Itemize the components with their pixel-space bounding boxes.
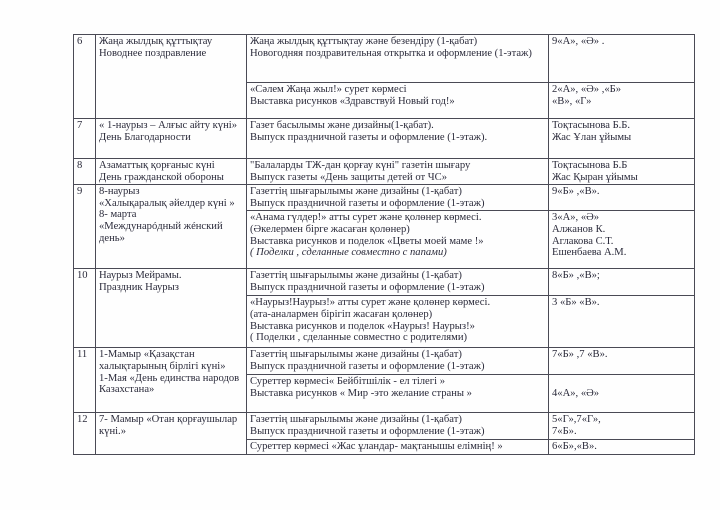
event-cell: Наурыз Мейрамы. Праздник Наурыз	[96, 269, 247, 348]
event-cell: Жаңа жылдық құттықтау Новоднее поздравление	[96, 35, 247, 119]
activity-cell: Газеттің шығарылымы және дизайны (1-қабат) Выпуск праздничной газеты и оформление (1-этаж)	[247, 185, 549, 211]
activity-italic-note: ( Поделки , сделанные совместно с папами)	[250, 247, 447, 259]
row-number: 6	[74, 35, 96, 119]
responsible-cell: 6«Б»,«В».	[549, 439, 695, 454]
table-row	[74, 348, 695, 375]
activity-cell: Газеттің шығарылымы және дизайны (1-қабат) Выпуск праздничной газеты и оформление (1-этаж)	[247, 413, 549, 439]
responsible-cell: 4«А», «Ә»	[549, 375, 695, 413]
responsible-cell: 2«А», «Ә» ,«Б» «В», «Г»	[549, 83, 695, 119]
row-number: 11	[74, 348, 96, 413]
activity-cell: Газет басылымы және дизайны(1-қабат). Выпуск праздничной газеты и оформление (1-этаж).	[247, 119, 549, 159]
event-cell: 8-наурыз «Халықаралық әйелдер күні » 8- марта «Междунарóдный жéнский день»	[96, 185, 247, 269]
table-row	[74, 35, 695, 83]
event-cell: 7- Мамыр «Отан қорғаушылар күні.»	[96, 413, 247, 454]
activity-cell	[247, 211, 549, 269]
responsible-cell: 9«Б» ,«В».	[549, 185, 695, 211]
activity-cell: Суреттер көрмесі «Жас ұландар- мақтанышы елімнің! »	[247, 439, 549, 454]
responsible-cell: 8«Б» ,«В»;	[549, 269, 695, 296]
responsible-cell: 7«Б» ,7 «В».	[549, 348, 695, 375]
row-number: 10	[74, 269, 96, 348]
responsible-cell: Тоқтасынова Б.Б Жас Қыран ұйымы	[549, 159, 695, 185]
responsible-cell: 3«А», «Ә» Алжанов К. Аглакова С.Т. Ешенбаева А.М.	[549, 211, 695, 269]
activity-text: «Анама гүлдер!» атты сурет және қолөнер көрмесі. (Әкелермен бірге жасаған қолөнер) Выставка рисунков и поделок «Цветы моей маме !»	[250, 212, 484, 247]
responsible-cell: Тоқтасынова Б.Б. Жас Ұлан ұйымы	[549, 119, 695, 159]
activity-cell: «Сәлем Жаңа жыл!» сурет көрмесі Выставка рисунков «Здравствуй Новый год!»	[247, 83, 549, 119]
responsible-cell: 3 «Б» «В».	[549, 296, 695, 348]
table-row	[74, 185, 695, 211]
responsible-cell: 9«А», «Ә» .	[549, 35, 695, 83]
activity-cell: Газеттің шығарылымы және дизайны (1-қабат) Выпуск праздничной газеты и оформление (1-этаж)	[247, 269, 549, 296]
row-number: 9	[74, 185, 96, 269]
event-cell: Азаматтық қорғаныс күні День гражданской обороны	[96, 159, 247, 185]
activity-cell: Жаңа жылдық құттықтау және безендіру (1-қабат) Новогодняя поздравительная открытка и оформление (1-этаж)	[247, 35, 549, 83]
table-row	[74, 413, 695, 439]
row-number: 8	[74, 159, 96, 185]
table-row	[74, 269, 695, 296]
table-row	[74, 119, 695, 159]
table-row	[74, 159, 695, 185]
responsible-cell: 5«Г»,7«Г», 7«Б».	[549, 413, 695, 439]
event-cell: 1-Мамыр «Қазақстан халықтарының бірлігі күні» 1-Мая «День единства народов Казахстана»	[96, 348, 247, 413]
activity-cell: «Наурыз!Наурыз!» атты сурет және қолөнер көрмесі. (ата-аналармен бірігіп жасаған қолөнер) Выставка рисунков и поделок «Наурыз! Наурыз!» ( Поделки , сделанные совместно с родителями)	[247, 296, 549, 348]
activity-cell: Суреттер көрмесі« Бейбітшілік - ел тілегі » Выставка рисунков « Мир -это желание страны »	[247, 375, 549, 413]
events-plan-table	[73, 34, 695, 455]
row-number: 7	[74, 119, 96, 159]
activity-cell: Газеттің шығарылымы және дизайны (1-қабат) Выпуск праздничной газеты и оформление (1-этаж)	[247, 348, 549, 375]
activity-cell: "Балаларды ТЖ-дан қорғау күні" газетін шығару Выпуск газеты «День защиты детей от ЧС»	[247, 159, 549, 185]
event-cell: « 1-наурыз – Алғыс айту күні» День Благодарности	[96, 119, 247, 159]
row-number: 12	[74, 413, 96, 454]
